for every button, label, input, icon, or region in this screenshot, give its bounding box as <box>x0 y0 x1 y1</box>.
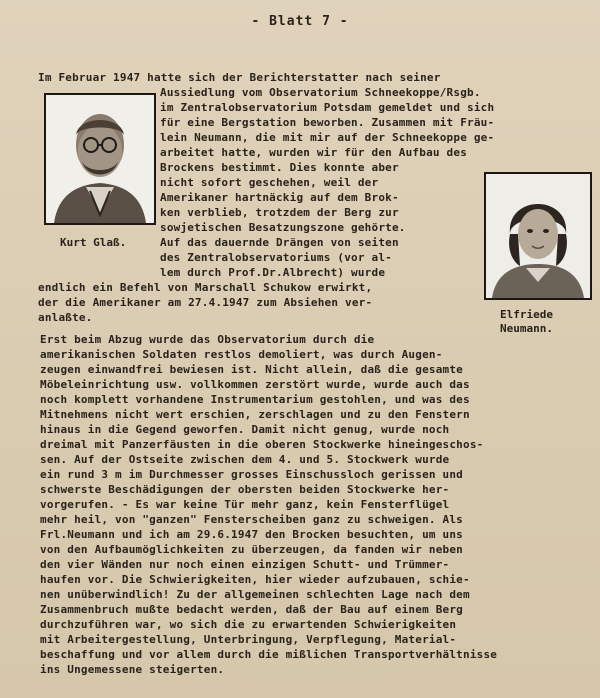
text-line: nicht sofort geschehen, weil der <box>160 176 379 189</box>
text-line: Auf das dauernde Drängen von seiten <box>160 236 399 249</box>
portrait-elfriede-image <box>486 174 590 298</box>
text-line: sen. Auf der Ostseite zwischen dem 4. und 5. Stockwerk wurde <box>40 453 450 466</box>
text-line: zeugen einwandfrei bewiesen ist. Nicht allein, daß die gesamte <box>40 363 463 376</box>
text-line: ken verblieb, trotzdem der Berg zur <box>160 206 399 219</box>
text-line: anlaßte. <box>38 311 93 324</box>
text-line: hinaus in die Gegend geworfen. Damit nicht genug, wurde noch <box>40 423 450 436</box>
photo-caption-elfriede-line2: Neumann. <box>500 322 553 335</box>
text-line: haufen vor. Die Schwierigkeiten, hier wieder aufzubauen, schie- <box>40 573 470 586</box>
text-line: arbeitet hatte, wurden wir für den Aufbau des <box>160 146 468 159</box>
text-line: Amerikaner hartnäckig auf dem Brok- <box>160 191 399 204</box>
text-line: Im Februar 1947 hatte sich der Berichterstatter nach seiner <box>38 71 441 84</box>
text-line: lem durch Prof.Dr.Albrecht) wurde <box>160 266 386 279</box>
page-header: - Blatt 7 - <box>251 14 349 29</box>
text-line: ein rund 3 m im Durchmesser grosses Einschussloch gerissen und <box>40 468 463 481</box>
text-line: noch komplett vorhandene Instrumentarium gestohlen, und was des <box>40 393 470 406</box>
text-line: für eine Bergstation beworben. Zusammen mit Fräu- <box>160 116 495 129</box>
photo-caption-elfriede-line1: Elfriede <box>500 308 553 321</box>
text-line: Erst beim Abzug wurde das Observatorium durch die <box>40 333 375 346</box>
text-line: sowjetischen Besatzungszone gehörte. <box>160 221 406 234</box>
text-line: lein Neumann, die mit mir auf der Schneekoppe ge- <box>160 131 495 144</box>
text-line: Mitnehmens nicht wert erschien, zerschlagen und zu den Fenstern <box>40 408 470 421</box>
text-line: schwerste Beschädigungen der obersten beiden Stockwerke her- <box>40 483 450 496</box>
portrait-photo-kurt <box>44 93 156 225</box>
text-line: Zusammenbruch mußte bedacht werden, daß der Bau auf einem Berg <box>40 603 463 616</box>
text-line: endlich ein Befehl von Marschall Schukow erwirkt, <box>38 281 373 294</box>
portrait-kurt-image <box>46 95 154 223</box>
text-line: der die Amerikaner am 27.4.1947 zum Absiehen ver- <box>38 296 373 309</box>
text-line: Aussiedlung vom Observatorium Schneekoppe/Rsgb. <box>160 86 481 99</box>
text-line: des Zentralobservatoriums (vor al- <box>160 251 392 264</box>
text-line: mehr heil, von "ganzen" Fensterscheiben ganz zu schweigen. Als <box>40 513 463 526</box>
text-line: nen unüberwindlich! Zu der allgemeinen schlechten Lage nach dem <box>40 588 470 601</box>
portrait-photo-elfriede <box>484 172 592 300</box>
text-line: mit Arbeitergestellung, Unterbringung, Verpflegung, Material- <box>40 633 457 646</box>
photo-caption-kurt: Kurt Glaß. <box>60 236 127 249</box>
text-line: dreimal mit Panzerfäusten in die oberen Stockwerke hineingeschos- <box>40 438 484 451</box>
text-line: von den Aufbaumöglichkeiten zu überzeugen, da fanden wir neben <box>40 543 463 556</box>
text-line: Frl.Neumann und ich am 29.6.1947 den Brocken besuchten, um uns <box>40 528 463 541</box>
text-line: ins Ungemessene steigerten. <box>40 663 225 676</box>
text-line: vorgerufen. - Es war keine Tür mehr ganz, kein Fensterflügel <box>40 498 450 511</box>
text-line: im Zentralobservatorium Potsdam gemeldet und sich <box>160 101 495 114</box>
text-line: Brockens bestimmt. Dies konnte aber <box>160 161 399 174</box>
text-line: beschaffung und vor allem durch die mißlichen Transportverhältnisse <box>40 648 498 661</box>
text-line: durchzuführen war, wo sich die zu erwartenden Schwierigkeiten <box>40 618 457 631</box>
text-line: den vier Wänden nur noch einen einzigen Schutt- und Trümmer- <box>40 558 450 571</box>
text-line: amerikanischen Soldaten restlos demoliert, was durch Augen- <box>40 348 443 361</box>
text-line: Möbeleinrichtung usw. vollkommen zerstört wurde, wurde auch das <box>40 378 470 391</box>
